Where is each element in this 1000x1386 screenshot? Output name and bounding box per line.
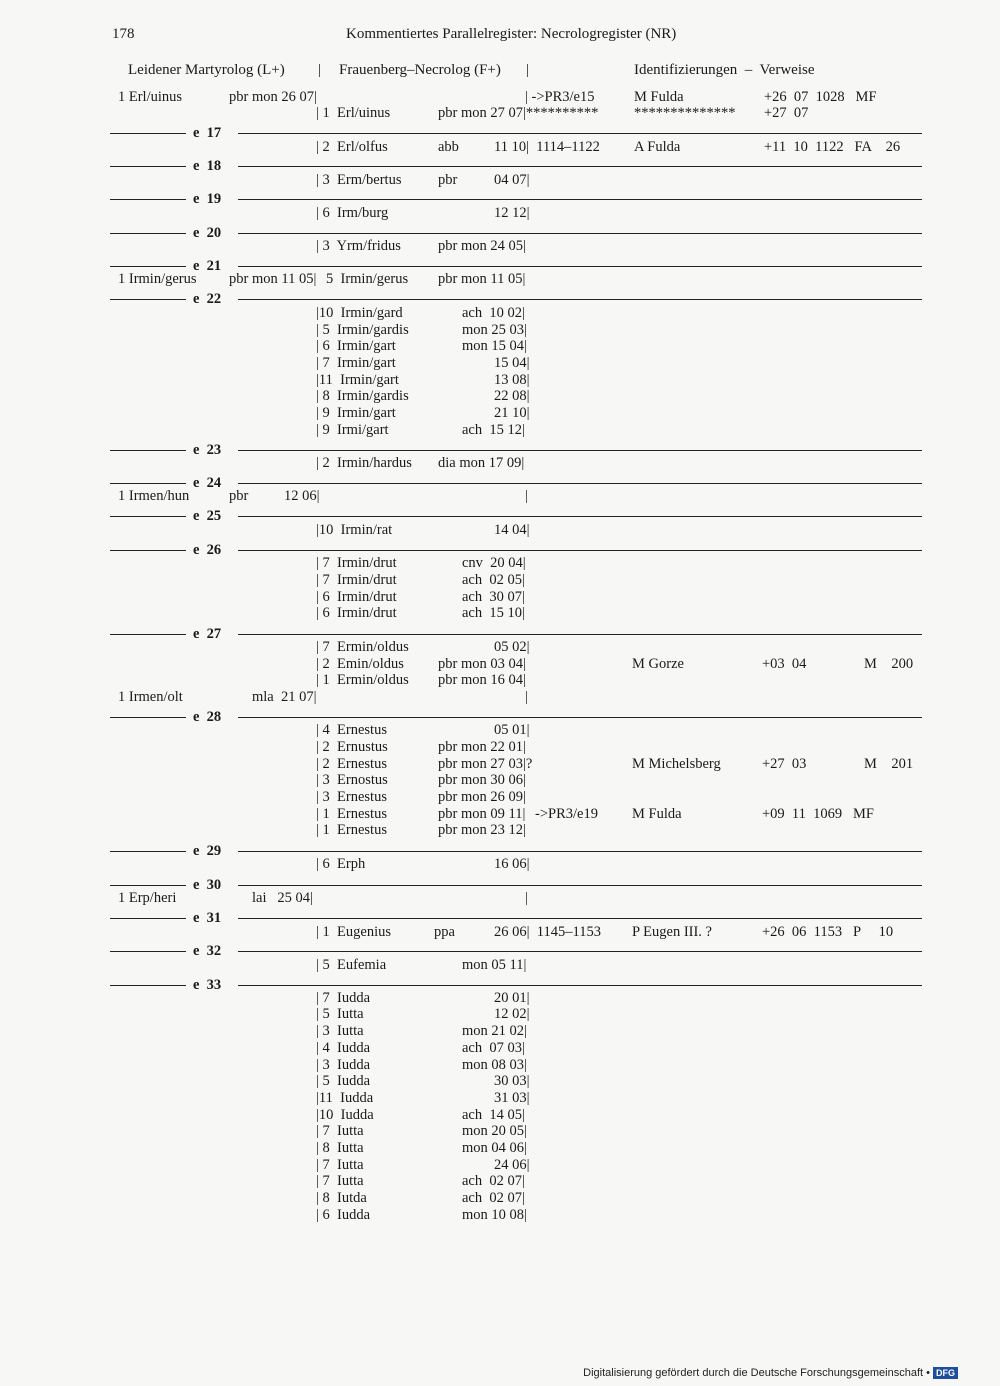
column-header-identifications: Identifizierungen – Verweise: [634, 62, 815, 78]
section-rule: [238, 233, 922, 234]
register-entry-text: | 1 Ernestus: [316, 806, 387, 822]
column-header-leiden: Leidener Martyrolog (L+): [128, 62, 285, 78]
section-label: e 28: [193, 709, 222, 725]
register-entry-text: | 7 Irmin/drut: [316, 572, 397, 588]
section-rule: [238, 483, 922, 484]
register-entry-text: | 1 Ermin/oldus: [316, 672, 409, 688]
register-entry-text: 12 06|: [284, 488, 320, 504]
register-entry-text: pbr mon 22 01|: [438, 739, 526, 755]
register-entry-text: M Michelsberg: [632, 756, 721, 772]
running-title: Kommentiertes Parallelregister: Necrologregister (NR): [346, 26, 677, 42]
register-entry-text: | 6 Irmin/drut: [316, 605, 397, 621]
register-entry-text: | 3 Ernostus: [316, 772, 388, 788]
section-label: e 18: [193, 158, 222, 174]
register-entry-text: |10 Irmin/gard: [316, 305, 403, 321]
register-entry-text: lai 25 04|: [252, 890, 313, 906]
section-rule: [110, 233, 186, 234]
section-rule: [238, 516, 922, 517]
register-entry-text: 1 Irmen/olt: [118, 689, 183, 705]
register-entry-text: 22 08|: [494, 388, 530, 404]
register-entry-text: | 5 Eufemia: [316, 957, 387, 973]
funding-footer: [583, 1367, 958, 1379]
column-header-frauenberg: Frauenberg–Necrolog (F+): [339, 62, 501, 78]
register-entry-text: 05 02|: [494, 639, 530, 655]
register-entry-text: +26 06 1153 P 10: [762, 924, 894, 940]
register-entry-text: pbr mon 27 03|?: [438, 756, 533, 772]
register-entry-text: | 4 Iudda: [316, 1040, 371, 1056]
section-rule: [110, 266, 186, 267]
section-rule: [238, 550, 922, 551]
register-entry-text: | 8 Iutda: [316, 1190, 367, 1206]
register-entry-text: P Eugen III. ?: [632, 924, 712, 940]
page-number: 178: [112, 26, 135, 42]
register-entry-text: | 5 Irmin/gardis: [316, 322, 409, 338]
register-entry-text: 5 Irmin/gerus: [326, 271, 409, 287]
register-entry-text: pbr mon 23 12|: [438, 822, 526, 838]
section-label: e 26: [193, 542, 222, 558]
register-entry-text: |10 Iudda: [316, 1107, 374, 1123]
section-rule: [110, 918, 186, 919]
register-entry-text: abb: [438, 139, 459, 155]
register-entry-text: |: [525, 890, 528, 906]
register-entry-text: | 7 Iutta: [316, 1157, 364, 1173]
section-label: e 20: [193, 225, 222, 241]
section-rule: [110, 450, 186, 451]
register-entry-text: ach 02 07|: [462, 1173, 525, 1189]
register-entry-text: | 1 Eugenius: [316, 924, 391, 940]
register-entry-text: | 6 Irm/burg: [316, 205, 389, 221]
register-entry-text: 11 10| 1114–1122: [494, 139, 600, 155]
register-entry-text: 24 06|: [494, 1157, 530, 1173]
register-entry-text: | 6 Irmin/drut: [316, 589, 397, 605]
register-entry-text: | 2 Ernestus: [316, 756, 387, 772]
section-label: e 17: [193, 125, 222, 141]
register-entry-text: 1 Erp/heri: [118, 890, 177, 906]
register-entry-text: M Fulda: [632, 806, 682, 822]
register-entry-text: | 2 Erl/olfus: [316, 139, 388, 155]
register-entry-text: 1 Irmin/gerus: [118, 271, 197, 287]
register-entry-text: pbr mon 27 07|**********: [438, 105, 599, 121]
dfg-logo: DFG: [933, 1367, 958, 1379]
register-entry-text: | 1 Ernestus: [316, 822, 387, 838]
register-entry-text: M Gorze: [632, 656, 684, 672]
register-entry-text: 30 03|: [494, 1073, 530, 1089]
section-rule: [238, 266, 922, 267]
register-entry-text: | 3 Iudda: [316, 1057, 371, 1073]
footer-text: Digitalisierung gefördert durch die Deutsche Forschungsgemeinschaft •: [583, 1367, 930, 1379]
register-entry-text: 16 06|: [494, 856, 530, 872]
register-entry-text: | 6 Iudda: [316, 1207, 371, 1223]
register-entry-text: | 1 Erl/uinus: [316, 105, 391, 121]
register-entry-text: ach 30 07|: [462, 589, 525, 605]
section-label: e 24: [193, 475, 222, 491]
column-separator: |: [318, 62, 322, 78]
register-entry-text: | 9 Irmin/gart: [316, 405, 396, 421]
register-entry-text: +27 07: [764, 105, 809, 121]
register-entry-text: 04 07|: [494, 172, 530, 188]
register-entry-text: pbr mon 24 05|: [438, 238, 526, 254]
register-entry-text: | 7 Ermin/oldus: [316, 639, 409, 655]
register-entry-text: pbr mon 09 11|: [438, 806, 526, 822]
register-entry-text: |11 Irmin/gart: [316, 372, 399, 388]
section-rule: [110, 951, 186, 952]
register-entry-text: +11 10 1122 FA 26: [764, 139, 901, 155]
register-entry-text: mla 21 07|: [252, 689, 317, 705]
section-label: e 21: [193, 258, 222, 274]
register-entry-text: 12 12|: [494, 205, 530, 221]
register-entry-text: mon 10 08|: [462, 1207, 527, 1223]
register-entry-text: | 9 Irmi/gart: [316, 422, 389, 438]
register-entry-text: | 6 Erph: [316, 856, 366, 872]
section-rule: [238, 717, 922, 718]
register-entry-text: 15 04|: [494, 355, 530, 371]
section-rule: [110, 851, 186, 852]
section-label: e 30: [193, 877, 222, 893]
section-rule: [238, 166, 922, 167]
register-entry-text: mon 21 02|: [462, 1023, 527, 1039]
section-rule: [110, 885, 186, 886]
register-entry-text: ach 15 10|: [462, 605, 525, 621]
section-rule: [238, 450, 922, 451]
register-entry-text: ach 14 05|: [462, 1107, 525, 1123]
register-entry-text: ach 07 03|: [462, 1040, 525, 1056]
section-label: e 29: [193, 843, 222, 859]
register-entry-text: +26 07 1028 MF: [764, 89, 877, 105]
register-entry-text: | 2 Irmin/hardus: [316, 455, 412, 471]
register-entry-text: | 6 Irmin/gart: [316, 338, 396, 354]
section-rule: [110, 166, 186, 167]
section-rule: [110, 199, 186, 200]
register-entry-text: **************: [634, 105, 736, 121]
register-entry-text: cnv 20 04|: [462, 555, 526, 571]
register-entry-text: 1 Irmen/hun: [118, 488, 190, 504]
register-entry-text: |10 Irmin/rat: [316, 522, 393, 538]
register-entry-text: | 4 Ernestus: [316, 722, 387, 738]
register-entry-text: +09 11 1069 MF: [762, 806, 874, 822]
register-entry-text: pbr mon 11 05|: [229, 271, 317, 287]
section-label: e 22: [193, 291, 222, 307]
register-entry-text: | 3 Erm/bertus: [316, 172, 402, 188]
register-entry-text: |: [525, 689, 528, 705]
register-entry-text: | 7 Irmin/drut: [316, 555, 397, 571]
register-entry-text: pbr mon 30 06|: [438, 772, 526, 788]
register-entry-text: +03 04: [762, 656, 807, 672]
register-entry-text: | 3 Iutta: [316, 1023, 364, 1039]
section-rule: [110, 550, 186, 551]
register-entry-text: | 3 Ernestus: [316, 789, 387, 805]
register-entry-text: mon 04 06|: [462, 1140, 527, 1156]
register-entry-text: 1 Erl/uinus: [118, 89, 183, 105]
register-entry-text: pbr: [229, 488, 249, 504]
register-entry-text: ach 02 07|: [462, 1190, 525, 1206]
register-entry-text: | ->PR3/e15: [525, 89, 595, 105]
register-entry-text: | 7 Iutta: [316, 1123, 364, 1139]
register-entry-text: M 200: [864, 656, 914, 672]
register-entry-text: pbr: [438, 172, 458, 188]
section-label: e 31: [193, 910, 222, 926]
register-entry-text: 05 01|: [494, 722, 530, 738]
register-entry-text: dia mon 17 09|: [438, 455, 525, 471]
section-label: e 27: [193, 626, 222, 642]
section-rule: [238, 634, 922, 635]
section-rule: [110, 483, 186, 484]
register-entry-text: A Fulda: [634, 139, 681, 155]
register-entry-text: |: [525, 488, 528, 504]
section-label: e 19: [193, 191, 222, 207]
register-entry-text: | 3 Yrm/fridus: [316, 238, 401, 254]
register-entry-text: |11 Iudda: [316, 1090, 374, 1106]
register-entry-text: 13 08|: [494, 372, 530, 388]
register-entry-text: | 5 Iutta: [316, 1006, 364, 1022]
register-entry-text: +27 03: [762, 756, 807, 772]
register-entry-text: ach 15 12|: [462, 422, 525, 438]
register-entry-text: 12 02|: [494, 1006, 530, 1022]
register-entry-text: ach 10 02|: [462, 305, 525, 321]
register-entry-text: | 8 Iutta: [316, 1140, 364, 1156]
register-entry-text: ppa: [434, 924, 455, 940]
register-entry-text: 20 01|: [494, 990, 530, 1006]
section-rule: [238, 851, 922, 852]
register-entry-text: 26 06| 1145–1153: [494, 924, 601, 940]
register-entry-text: | 2 Emin/oldus: [316, 656, 404, 672]
section-label: e 25: [193, 508, 222, 524]
register-entry-text: pbr mon 16 04|: [438, 672, 526, 688]
section-rule: [238, 885, 922, 886]
section-rule: [110, 717, 186, 718]
register-entry-text: pbr mon 26 09|: [438, 789, 526, 805]
section-rule: [110, 133, 186, 134]
register-entry-text: mon 20 05|: [462, 1123, 527, 1139]
register-entry-text: | 5 Iudda: [316, 1073, 371, 1089]
register-entry-text: mon 25 03|: [462, 322, 527, 338]
register-entry-text: mon 08 03|: [462, 1057, 527, 1073]
register-entry-text: ->PR3/e19: [535, 806, 598, 822]
register-entry-text: 14 04|: [494, 522, 530, 538]
section-rule: [238, 299, 922, 300]
section-rule: [238, 199, 922, 200]
register-entry-text: | 7 Iudda: [316, 990, 371, 1006]
register-entry-text: pbr mon 11 05|: [438, 271, 526, 287]
section-label: e 32: [193, 943, 222, 959]
register-entry-text: | 7 Irmin/gart: [316, 355, 396, 371]
register-entry-text: pbr mon 26 07|: [229, 89, 317, 105]
column-separator: |: [526, 62, 530, 78]
register-entry-text: 21 10|: [494, 405, 530, 421]
register-entry-text: M 201: [864, 756, 914, 772]
register-entry-text: M Fulda: [634, 89, 684, 105]
section-rule: [238, 133, 922, 134]
register-entry-text: mon 15 04|: [462, 338, 527, 354]
register-entry-text: ach 02 05|: [462, 572, 525, 588]
register-entry-text: | 7 Iutta: [316, 1173, 364, 1189]
register-entry-text: | 8 Irmin/gardis: [316, 388, 409, 404]
section-label: e 23: [193, 442, 222, 458]
register-entry-text: 31 03|: [494, 1090, 530, 1106]
register-entry-text: | 2 Ernustus: [316, 739, 388, 755]
section-rule: [238, 918, 922, 919]
register-entry-text: pbr mon 03 04|: [438, 656, 526, 672]
section-rule: [110, 299, 186, 300]
section-rule: [110, 516, 186, 517]
section-rule: [238, 985, 922, 986]
section-label: e 33: [193, 977, 222, 993]
section-rule: [238, 951, 922, 952]
section-rule: [110, 634, 186, 635]
section-rule: [110, 985, 186, 986]
register-entry-text: mon 05 11|: [462, 957, 527, 973]
